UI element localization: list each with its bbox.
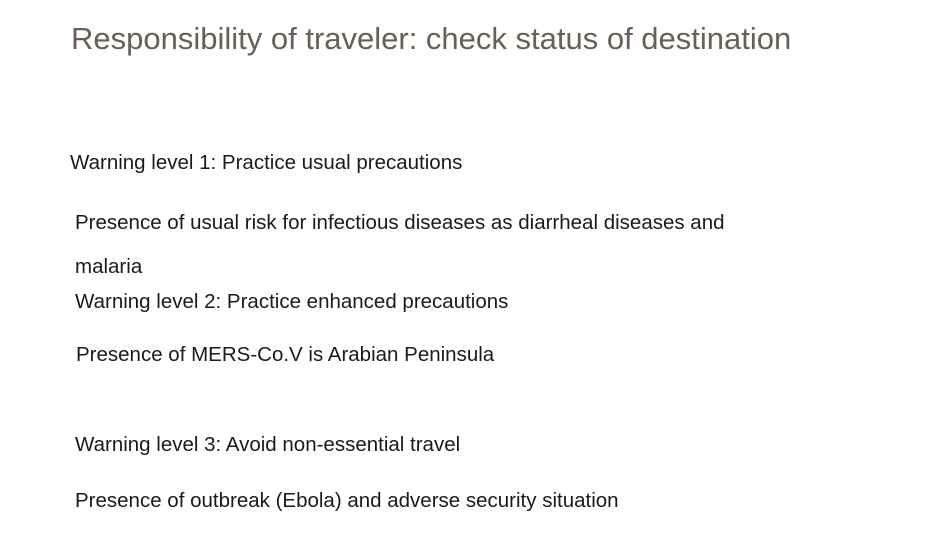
warning-level-3-heading: Warning level 3: Avoid non-essential travel xyxy=(75,433,461,456)
warning-level-2-heading: Warning level 2: Practice enhanced precautions xyxy=(75,290,509,313)
warning-level-3-description: Presence of outbreak (Ebola) and adverse security situation xyxy=(75,489,619,512)
warning-level-1-description-cont: malaria xyxy=(75,255,143,278)
slide-title: Responsibility of traveler: check status of destination xyxy=(71,21,792,56)
warning-level-1-description: Presence of usual risk for infectious diseases as diarrheal diseases and xyxy=(75,211,725,234)
warning-level-1-heading: Warning level 1: Practice usual precautions xyxy=(70,151,463,174)
warning-level-2-description: Presence of MERS-Co.V is Arabian Peninsula xyxy=(76,343,495,366)
